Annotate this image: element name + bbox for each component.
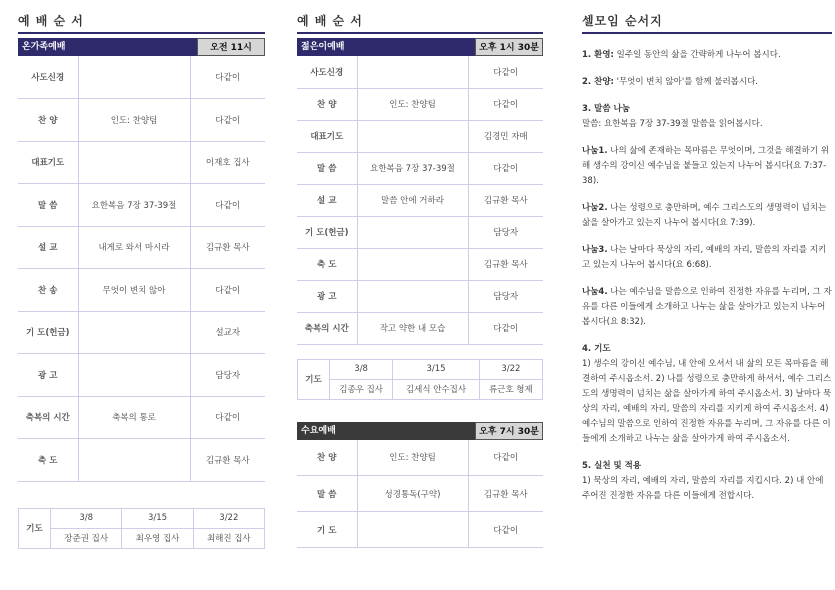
cell-section bbox=[582, 285, 832, 330]
prayer-name: 장준권 집사 bbox=[51, 528, 122, 548]
prayer-names-row bbox=[19, 528, 265, 548]
order-label: 기 도(헌금) bbox=[297, 216, 357, 248]
order-person: 김규환 목사 bbox=[190, 439, 265, 482]
section-heading: 2. 찬양: bbox=[582, 77, 614, 87]
prayer-label: 기도 bbox=[19, 508, 51, 548]
order-row bbox=[18, 99, 265, 142]
order-label: 설 교 bbox=[297, 184, 357, 216]
order-content bbox=[78, 56, 190, 99]
prayer-name: 김종우 집사 bbox=[330, 379, 393, 399]
order-row bbox=[297, 312, 543, 344]
section-heading: 4. 기도 bbox=[582, 344, 611, 354]
section-text: 1) 묵상의 자리, 예배의 자리, 말씀의 자리를 지킵시다. 2) 내 안에 주어진 진정한 자유를 다른 이들에게 전합시다. bbox=[582, 476, 824, 501]
cell-section bbox=[582, 102, 832, 132]
order-label: 사도신경 bbox=[297, 56, 357, 88]
section-heading: 나눔3. bbox=[582, 245, 608, 255]
order-content bbox=[357, 56, 468, 88]
order-person: 김규환 목사 bbox=[190, 226, 265, 269]
service-time: 오전 11시 bbox=[197, 38, 265, 56]
section-heading: 나눔4. bbox=[582, 287, 608, 297]
order-row bbox=[297, 280, 543, 312]
section-heading: 5. 실천 및 적용 bbox=[582, 461, 642, 471]
order-label: 찬 양 bbox=[18, 99, 78, 142]
order-person: 다같이 bbox=[190, 269, 265, 312]
section-text: 나는 성령으로 충만하며, 예수 그리스도의 생명력이 넘치는 삶을 살아가고 있는지 나누어 봅시다(요 7:39). bbox=[582, 203, 827, 228]
prayer-name: 최우영 집사 bbox=[122, 528, 193, 548]
order-row bbox=[297, 512, 543, 548]
order-label: 사도신경 bbox=[18, 56, 78, 99]
order-label: 기 도 bbox=[297, 512, 357, 548]
prayer-label: 기도 bbox=[298, 359, 330, 399]
order-content: 성경통독(구약) bbox=[357, 476, 468, 512]
cell-section bbox=[582, 201, 832, 231]
order-person: 다같이 bbox=[190, 56, 265, 99]
order-label: 찬 양 bbox=[297, 440, 357, 476]
order-row bbox=[18, 269, 265, 312]
order-person: 담당자 bbox=[468, 216, 543, 248]
order-person: 다같이 bbox=[190, 99, 265, 142]
order-person: 다같이 bbox=[190, 396, 265, 439]
prayer-date: 3/22 bbox=[479, 359, 542, 379]
order-content: 인도: 찬양팀 bbox=[78, 99, 190, 142]
prayer-table bbox=[18, 508, 265, 549]
wednesday-service-header bbox=[297, 422, 543, 440]
order-content bbox=[78, 354, 190, 397]
order-label: 대표기도 bbox=[18, 141, 78, 184]
order-row bbox=[18, 184, 265, 227]
section-text: 나는 예수님을 말씀으로 인하여 진정한 자유를 누리며, 그 자유를 다른 이들에게 소개하고 나누는 삶을 살아가고 있는지 나누어 봅시다(요 8:32). bbox=[582, 287, 832, 327]
order-content: 무엇이 변치 않아 bbox=[78, 269, 190, 312]
order-person: 다같이 bbox=[468, 512, 543, 548]
order-label: 찬 양 bbox=[297, 88, 357, 120]
service-header bbox=[18, 38, 265, 56]
order-label: 축 도 bbox=[18, 439, 78, 482]
order-row bbox=[18, 56, 265, 99]
column-title: 예 배 순 서 bbox=[297, 14, 363, 28]
order-person: 담당자 bbox=[190, 354, 265, 397]
order-content: 인도: 찬양팀 bbox=[357, 88, 468, 120]
order-row bbox=[297, 440, 543, 476]
order-label: 말 씀 bbox=[18, 184, 78, 227]
order-content: 요한복음 7장 37-39절 bbox=[78, 184, 190, 227]
order-content: 인도: 찬양팀 bbox=[357, 440, 468, 476]
order-row bbox=[297, 120, 543, 152]
order-label: 광 고 bbox=[297, 280, 357, 312]
section-heading: 1. 환영: bbox=[582, 50, 614, 60]
order-row bbox=[297, 216, 543, 248]
section-text: 일주일 동안의 삶을 간략하게 나누어 봅시다. bbox=[613, 50, 781, 60]
order-content: 축복의 통로 bbox=[78, 396, 190, 439]
order-row bbox=[297, 152, 543, 184]
prayer-dates-row bbox=[19, 508, 265, 528]
order-row bbox=[297, 56, 543, 88]
order-label: 대표기도 bbox=[297, 120, 357, 152]
order-person: 김규환 목사 bbox=[468, 476, 543, 512]
service-time: 오후 1시 30분 bbox=[475, 38, 543, 56]
prayer-name: 류근호 형제 bbox=[479, 379, 542, 399]
order-person: 다같이 bbox=[468, 56, 543, 88]
order-label: 설 교 bbox=[18, 226, 78, 269]
wednesday-order-table bbox=[297, 440, 543, 549]
prayer-table bbox=[297, 359, 543, 400]
order-row bbox=[297, 184, 543, 216]
order-content bbox=[78, 439, 190, 482]
order-person: 다같이 bbox=[468, 152, 543, 184]
order-content bbox=[357, 120, 468, 152]
order-person: 이재호 집사 bbox=[190, 141, 265, 184]
section-text: '무엇이 변치 않아'를 함께 불러봅시다. bbox=[613, 77, 758, 87]
order-label: 말 씀 bbox=[297, 152, 357, 184]
order-content bbox=[78, 141, 190, 184]
order-person: 다같이 bbox=[468, 312, 543, 344]
order-row bbox=[18, 354, 265, 397]
section-text: 나의 삶에 존재하는 목마름은 무엇이며, 그것을 해결하기 위해 생수의 강이신 예수님을 붙들고 있는지 나누어 봅시다(요 7:37-38). bbox=[582, 146, 829, 186]
order-person: 김경민 자매 bbox=[468, 120, 543, 152]
morning-service-column bbox=[18, 0, 265, 549]
section-text: 말씀: 요한복음 7장 37-39절 말씀을 읽어봅시다. bbox=[582, 119, 763, 129]
order-row bbox=[297, 476, 543, 512]
prayer-date: 3/15 bbox=[393, 359, 479, 379]
section-heading: 나눔1. bbox=[582, 146, 608, 156]
order-content: 요한복음 7장 37-39절 bbox=[357, 152, 468, 184]
prayer-date: 3/8 bbox=[51, 508, 122, 528]
column-title: 셀모임 순서지 bbox=[582, 14, 663, 28]
order-person: 다같이 bbox=[468, 440, 543, 476]
service-name: 수요예배 bbox=[297, 422, 475, 440]
order-label: 찬 송 bbox=[18, 269, 78, 312]
order-person: 다같이 bbox=[468, 88, 543, 120]
order-label: 축 도 bbox=[297, 248, 357, 280]
title-underline bbox=[18, 32, 265, 34]
order-label: 기 도(헌금) bbox=[18, 311, 78, 354]
prayer-name: 김세식 안수집사 bbox=[393, 379, 479, 399]
prayer-date: 3/8 bbox=[330, 359, 393, 379]
cell-sections bbox=[582, 48, 832, 504]
order-row bbox=[297, 248, 543, 280]
cell-section bbox=[582, 144, 832, 189]
prayer-date: 3/22 bbox=[193, 508, 264, 528]
section-text: 나는 날마다 묵상의 자리, 예배의 자리, 말씀의 자리를 지키고 있는지 나누어 봅시다(요 6:68). bbox=[582, 245, 827, 270]
order-content bbox=[357, 248, 468, 280]
order-person: 김규환 목사 bbox=[468, 248, 543, 280]
column-title: 예 배 순 서 bbox=[18, 14, 84, 28]
section-heading: 3. 말씀 나눔 bbox=[582, 104, 630, 114]
order-row bbox=[18, 311, 265, 354]
title-underline bbox=[582, 32, 832, 34]
prayer-name: 최해진 집사 bbox=[193, 528, 264, 548]
order-content: 작고 약한 내 모습 bbox=[357, 312, 468, 344]
youth-service-column bbox=[297, 0, 543, 548]
order-table bbox=[297, 56, 543, 345]
order-label: 광 고 bbox=[18, 354, 78, 397]
section-text: 1) 생수의 강이신 예수님, 내 안에 오셔서 내 삶의 모든 목마름을 해결하여 주시옵소서. 2) 나를 성령으로 충만하게 하셔서, 예수 그리스도의 생명력이 넘치는 삶을 살아가게 하여 주시옵소서. 3) 날마다 묵상의 자리, 예배의 자리, 말씀의 자리를 지키게 하여 주시옵소서. 4) 예수님의 말씀으로 인하여 진정한 자유를 누리며, 그 자유를 다른 이들에게 소개하고 나누는 삶을 살아가게 하여 주시옵소서. bbox=[582, 359, 832, 444]
order-person: 김규환 목사 bbox=[468, 184, 543, 216]
order-table bbox=[18, 56, 265, 482]
order-label: 말 씀 bbox=[297, 476, 357, 512]
prayer-dates-row bbox=[298, 359, 543, 379]
cell-meeting-column bbox=[582, 0, 832, 516]
order-label: 축복의 시간 bbox=[297, 312, 357, 344]
cell-section bbox=[582, 342, 832, 447]
order-content bbox=[357, 280, 468, 312]
service-time: 오후 7시 30분 bbox=[475, 422, 543, 440]
service-header bbox=[297, 38, 543, 56]
order-person: 설교자 bbox=[190, 311, 265, 354]
order-content: 내게로 와서 마시라 bbox=[78, 226, 190, 269]
prayer-names-row bbox=[298, 379, 543, 399]
cell-section bbox=[582, 459, 832, 504]
order-content bbox=[78, 311, 190, 354]
order-content: 말씀 안에 거하라 bbox=[357, 184, 468, 216]
order-content bbox=[357, 216, 468, 248]
section-heading: 나눔2. bbox=[582, 203, 608, 213]
order-row bbox=[297, 88, 543, 120]
order-content bbox=[357, 512, 468, 548]
order-row bbox=[18, 396, 265, 439]
cell-section bbox=[582, 243, 832, 273]
order-row bbox=[18, 226, 265, 269]
order-row bbox=[18, 439, 265, 482]
service-name: 젊은이예배 bbox=[297, 38, 475, 56]
order-label: 축복의 시간 bbox=[18, 396, 78, 439]
cell-section bbox=[582, 48, 832, 63]
cell-section bbox=[582, 75, 832, 90]
order-person: 담당자 bbox=[468, 280, 543, 312]
prayer-date: 3/15 bbox=[122, 508, 193, 528]
order-row bbox=[18, 141, 265, 184]
title-underline bbox=[297, 32, 543, 34]
service-name: 온가족예배 bbox=[18, 38, 197, 56]
order-person: 다같이 bbox=[190, 184, 265, 227]
